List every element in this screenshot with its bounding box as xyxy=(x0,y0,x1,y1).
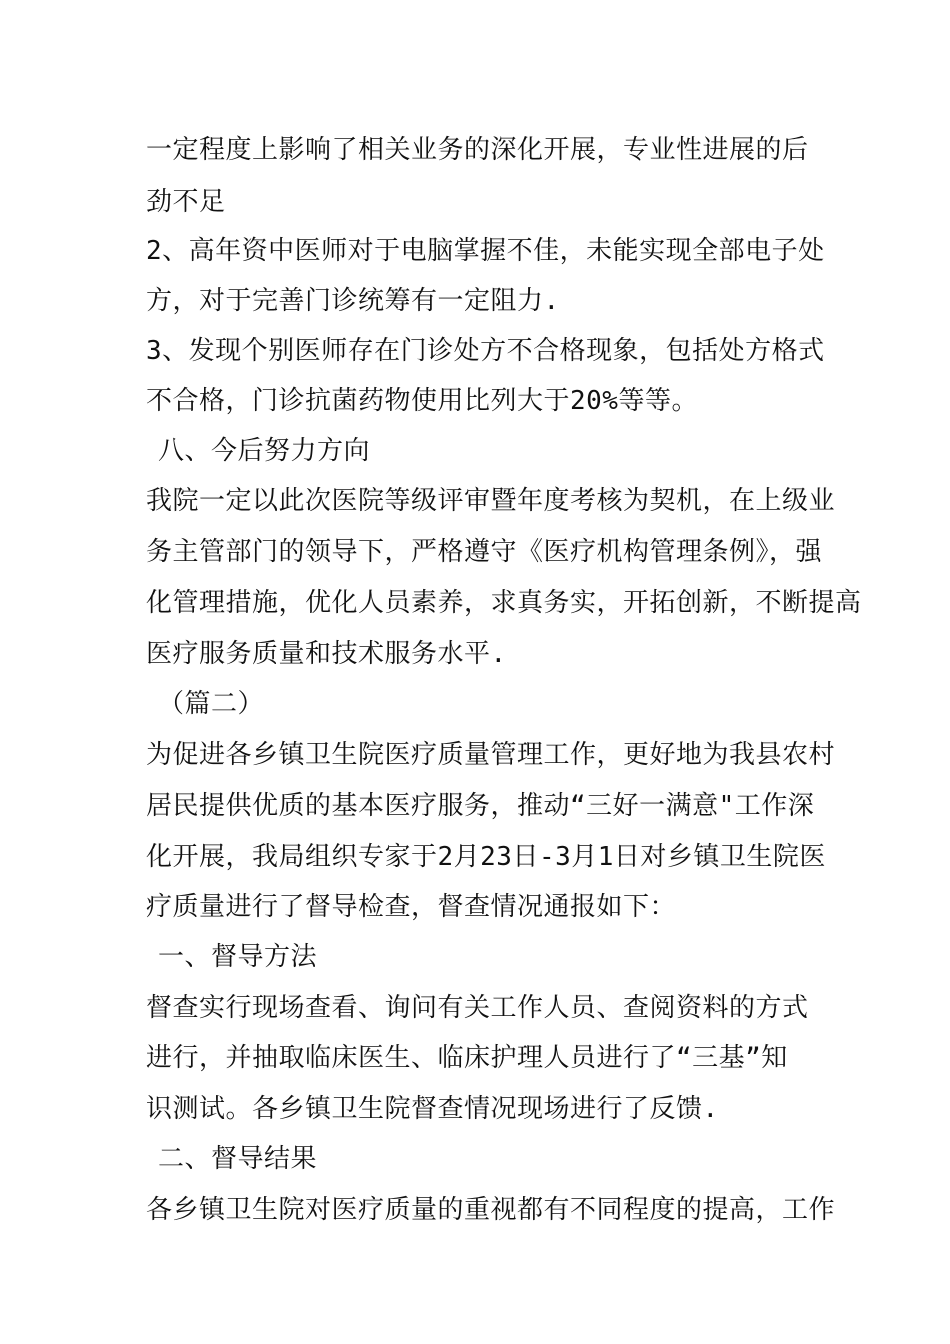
body-text-line: 我院一定以此次医院等级评审暨年度考核为契机，在上级业 xyxy=(146,486,836,516)
body-text-line: 进行，并抽取临床医生、临床护理人员进行了“三基”知 xyxy=(146,1043,788,1073)
list-item-line: 不合格，门诊抗菌药物使用比列大于20%等等。 xyxy=(146,386,698,416)
list-item-line: 方，对于完善门诊统筹有一定阻力. xyxy=(146,286,560,316)
body-text-line: 居民提供优质的基本医疗服务，推动“三好一满意"工作深 xyxy=(146,791,815,821)
body-text-line: 各乡镇卫生院对医疗质量的重视都有不同程度的提高，工作 xyxy=(146,1195,836,1225)
list-item-line: 3、发现个别医师存在门诊处方不合格现象，包括处方格式 xyxy=(146,336,825,366)
body-text-line: 为促进各乡镇卫生院医疗质量管理工作，更好地为我县农村 xyxy=(146,740,836,770)
body-text-line: 劲不足 xyxy=(146,187,226,217)
part-heading: （篇二） xyxy=(158,689,265,719)
body-text-line: 务主管部门的领导下，严格遵守《医疗机构管理条例》，强 xyxy=(146,537,823,567)
body-text-line: 识测试。各乡镇卫生院督查情况现场进行了反馈. xyxy=(146,1094,719,1124)
list-item-line: 2、高年资中医师对于电脑掌握不佳，未能实现全部电子处 xyxy=(146,236,825,266)
section-heading: 二、督导结果 xyxy=(158,1144,318,1174)
body-text-line: 化开展，我局组织专家于2月23日-3月1日对乡镇卫生院医 xyxy=(146,842,826,872)
body-text-line: 医疗服务质量和技术服务水平. xyxy=(146,639,507,669)
body-text-line: 一定程度上影响了相关业务的深化开展，专业性进展的后 xyxy=(146,135,809,165)
body-text-line: 督查实行现场查看、询问有关工作人员、查阅资料的方式 xyxy=(146,993,809,1023)
section-heading: 一、督导方法 xyxy=(158,942,318,972)
body-text-line: 化管理措施，优化人员素养，求真务实，开拓创新，不断提高 xyxy=(146,588,862,618)
body-text-line: 疗质量进行了督导检查，督查情况通报如下： xyxy=(146,892,677,922)
section-heading: 八、今后努力方向 xyxy=(158,436,371,466)
